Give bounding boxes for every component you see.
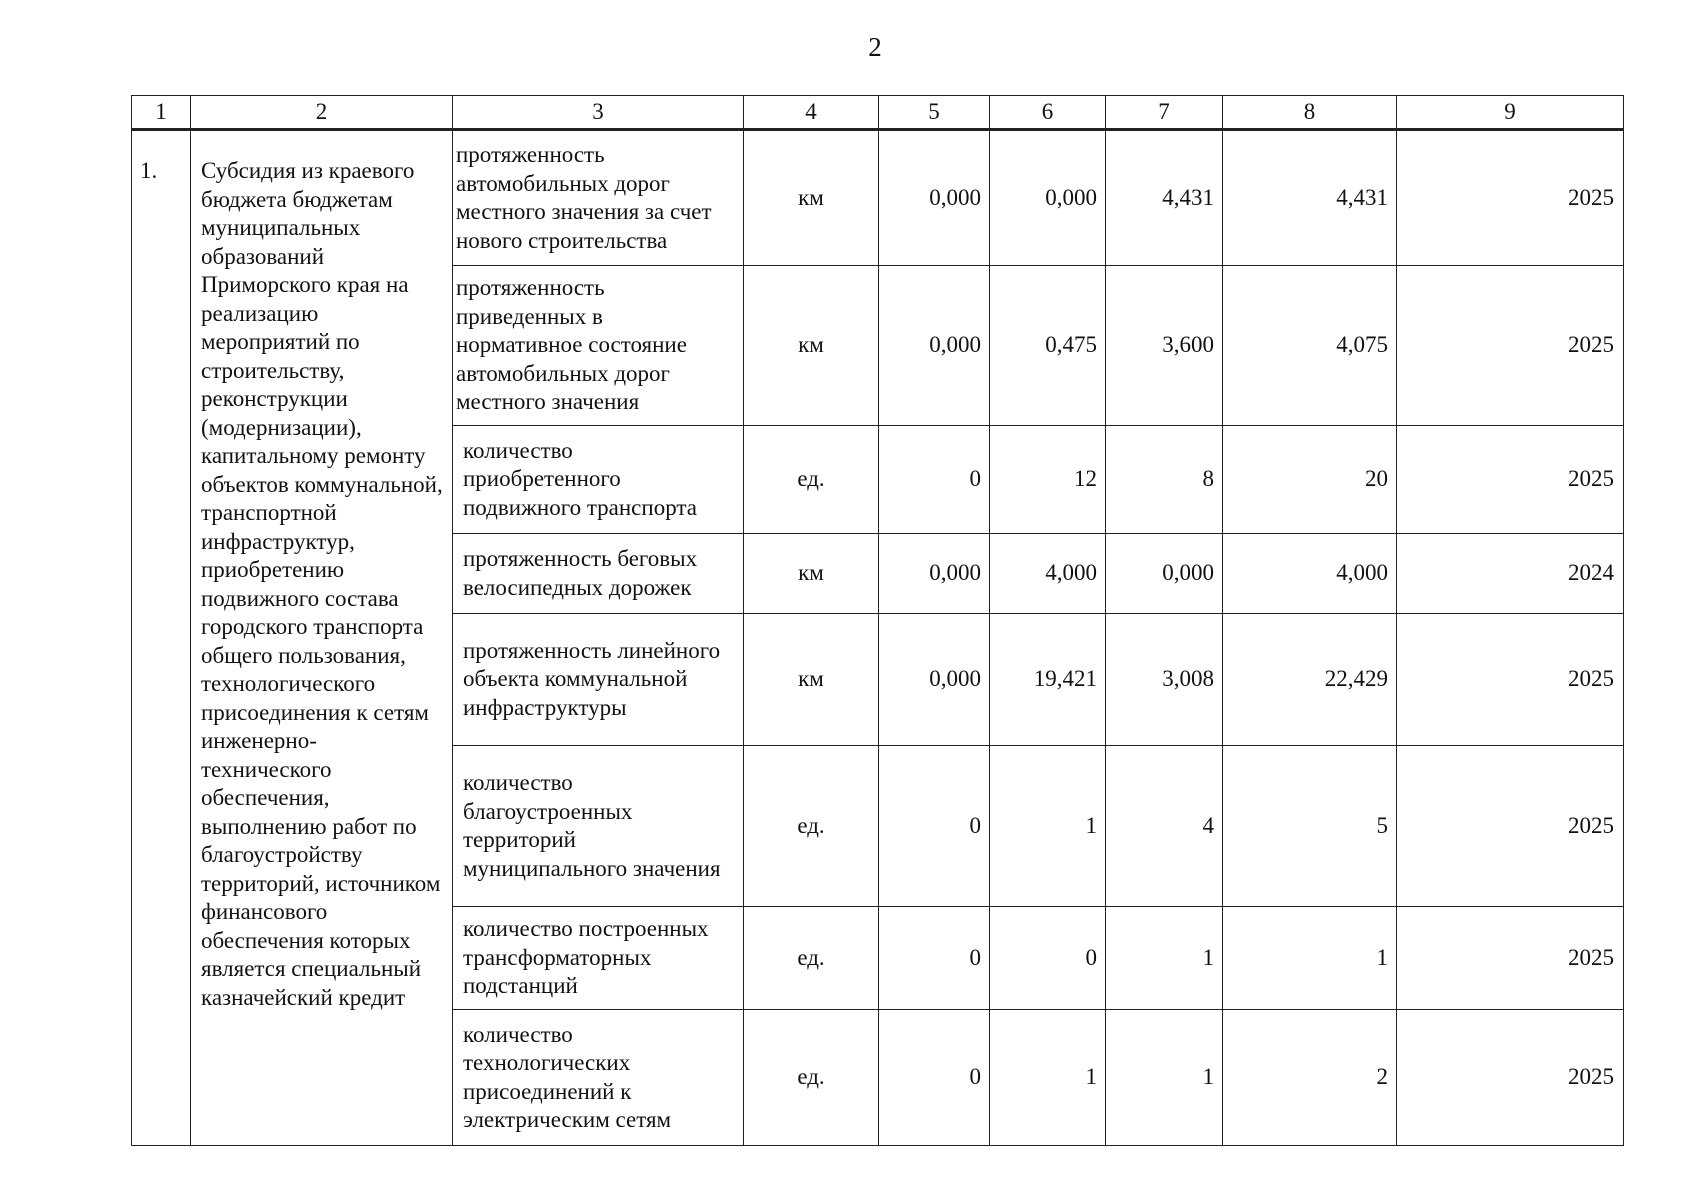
year-cell: 2025 bbox=[1397, 426, 1624, 534]
header-cell-6: 6 bbox=[990, 96, 1106, 130]
value-col7: 3,600 bbox=[1106, 266, 1223, 426]
unit-cell: ед. bbox=[744, 1010, 879, 1146]
value-col7: 4,431 bbox=[1106, 130, 1223, 266]
value-col7: 1 bbox=[1106, 1010, 1223, 1146]
year-cell: 2025 bbox=[1397, 746, 1624, 907]
indicator-name: протяженность приведенных в нормативное состояние автомобильных дорог местного значения bbox=[453, 266, 744, 426]
value-col8: 2 bbox=[1223, 1010, 1397, 1146]
value-col7: 0,000 bbox=[1106, 534, 1223, 614]
value-col6: 1 bbox=[990, 746, 1106, 907]
value-col8: 5 bbox=[1223, 746, 1397, 907]
value-col5: 0,000 bbox=[879, 130, 990, 266]
value-col8: 4,431 bbox=[1223, 130, 1397, 266]
page-number: 2 bbox=[868, 32, 882, 62]
year-cell: 2025 bbox=[1397, 614, 1624, 746]
header-cell-4: 4 bbox=[744, 96, 879, 130]
value-col6: 0,000 bbox=[990, 130, 1106, 266]
year-cell: 2025 bbox=[1397, 130, 1624, 266]
year-cell: 2025 bbox=[1397, 1010, 1624, 1146]
value-col6: 12 bbox=[990, 426, 1106, 534]
unit-cell: ед. bbox=[744, 426, 879, 534]
value-col5: 0,000 bbox=[879, 614, 990, 746]
unit-cell: км bbox=[744, 614, 879, 746]
value-col8: 4,075 bbox=[1223, 266, 1397, 426]
indicator-name: протяженность автомобильных дорог местного значения за счет нового строительства bbox=[453, 130, 744, 266]
year-cell: 2025 bbox=[1397, 907, 1624, 1010]
header-row bbox=[132, 96, 1624, 130]
indicators-table bbox=[131, 95, 1624, 1146]
header-cell-7: 7 bbox=[1106, 96, 1223, 130]
header-cell-8: 8 bbox=[1223, 96, 1397, 130]
indicator-name: количество построенных трансформаторных подстанций bbox=[453, 907, 744, 1010]
value-col7: 3,008 bbox=[1106, 614, 1223, 746]
header-cell-9: 9 bbox=[1397, 96, 1624, 130]
unit-cell: ед. bbox=[744, 907, 879, 1010]
row-number: 1. bbox=[132, 130, 191, 1146]
value-col6: 0,475 bbox=[990, 266, 1106, 426]
value-col5: 0 bbox=[879, 426, 990, 534]
unit-cell: км bbox=[744, 130, 879, 266]
header-cell-2: 2 bbox=[191, 96, 453, 130]
value-col5: 0 bbox=[879, 907, 990, 1010]
indicator-name: количество приобретенного подвижного транспорта bbox=[453, 426, 744, 534]
value-col8: 1 bbox=[1223, 907, 1397, 1010]
value-col5: 0 bbox=[879, 1010, 990, 1146]
year-cell: 2025 bbox=[1397, 266, 1624, 426]
value-col7: 4 bbox=[1106, 746, 1223, 907]
unit-cell: ед. bbox=[744, 746, 879, 907]
value-col6: 0 bbox=[990, 907, 1106, 1010]
value-col6: 4,000 bbox=[990, 534, 1106, 614]
header-cell-3: 3 bbox=[453, 96, 744, 130]
value-col5: 0,000 bbox=[879, 266, 990, 426]
value-col5: 0,000 bbox=[879, 534, 990, 614]
year-cell: 2024 bbox=[1397, 534, 1624, 614]
value-col6: 1 bbox=[990, 1010, 1106, 1146]
header-cell-1: 1 bbox=[132, 96, 191, 130]
value-col8: 4,000 bbox=[1223, 534, 1397, 614]
indicator-name: протяженность линейного объекта коммунальной инфраструктуры bbox=[453, 614, 744, 746]
value-col6: 19,421 bbox=[990, 614, 1106, 746]
value-col7: 1 bbox=[1106, 907, 1223, 1010]
indicator-name: количество благоустроенных территорий муниципального значения bbox=[453, 746, 744, 907]
value-col8: 22,429 bbox=[1223, 614, 1397, 746]
measure-name: Субсидия из краевого бюджета бюджетам муниципальных образований Приморского края на реализацию мероприятий по строительству, реконструкции (модернизации), капитальному ремонту объектов коммунальной, транспортной инфраструктур, приобретению подвижного состава городского транспорта общего пользования, технологического присоединения к сетям инженерно-технического обеспечения, выполнению работ по благоустройству территорий, источником финансового обеспечения которых является специальный казначейский кредит bbox=[191, 130, 453, 1146]
value-col5: 0 bbox=[879, 746, 990, 907]
header-cell-5: 5 bbox=[879, 96, 990, 130]
unit-cell: км bbox=[744, 534, 879, 614]
value-col7: 8 bbox=[1106, 426, 1223, 534]
unit-cell: км bbox=[744, 266, 879, 426]
value-col8: 20 bbox=[1223, 426, 1397, 534]
table-row bbox=[132, 130, 1624, 266]
indicator-name: количество технологических присоединений к электрическим сетям bbox=[453, 1010, 744, 1146]
indicator-name: протяженность беговых велосипедных дорожек bbox=[453, 534, 744, 614]
